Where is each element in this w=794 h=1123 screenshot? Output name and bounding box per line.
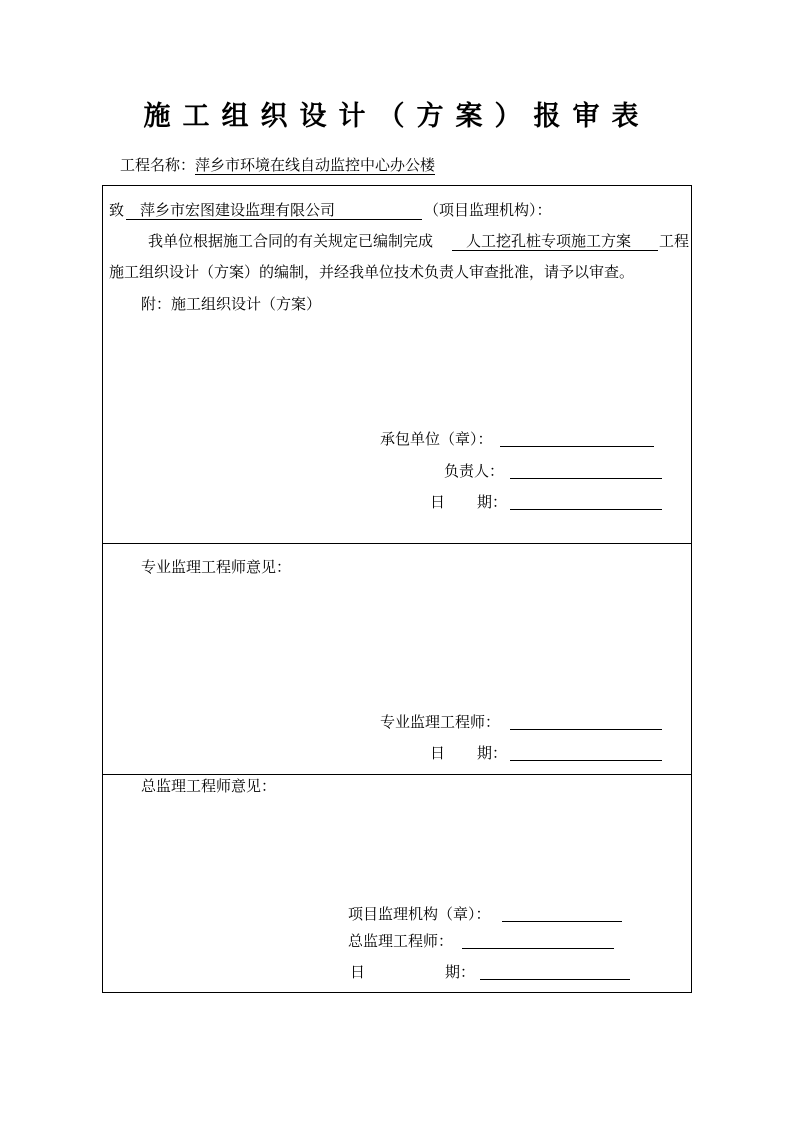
chief-opinion-label: 总监理工程师意见： [141,777,277,795]
project-name-row [120,156,435,175]
attachment-label: 附：施工组织设计（方案） [141,295,322,313]
responsible-label: 负责人： [444,462,505,480]
body-prefix: 我单位根据施工合同的有关规定已编制完成 [148,232,434,250]
date-label-2-char2: 期： [477,744,508,762]
addressee-row [109,201,124,219]
document-title: 施工组织设计（方案）报审表 [143,101,651,132]
engineer-label: 专业监理工程师： [380,713,501,731]
date-label-3-char2: 期： [445,963,476,981]
project-name-label: 工程名称： [120,156,196,174]
date-line-3 [480,979,630,980]
contractor-label: 承包单位（章）： [380,430,493,448]
plan-name: 人工挖孔桩专项施工方案 [452,232,658,251]
project-name-value: 萍乡市环境在线自动监控中心办公楼 [195,156,436,174]
chief-engineer-sign-line [462,948,614,949]
date-label-2-char1: 日 [430,744,446,762]
section-divider-2 [102,774,692,775]
addressee-prefix: 致 [109,201,125,219]
date-label-1-char1: 日 [430,493,446,511]
section-divider-1 [102,543,692,544]
chief-engineer-label: 总监理工程师： [348,932,454,950]
contractor-sign-line [500,446,654,447]
date-line-1 [510,509,662,510]
addressee-suffix: （项目监理机构）： [424,201,552,219]
engineer-sign-line [510,729,662,730]
body-line-2: 施工组织设计（方案）的编制，并经我单位技术负责人审查批准，请予以审查。 [109,263,635,281]
date-line-2 [510,760,662,761]
engineer-opinion-label: 专业监理工程师意见： [141,558,292,576]
supervision-org-label: 项目监理机构（章）： [348,905,491,923]
body-suffix: 工程 [659,232,690,250]
addressee-name: 萍乡市宏图建设监理有限公司 [126,201,422,220]
date-label-3-char1: 日 [350,963,366,981]
supervision-org-sign-line [502,921,622,922]
date-label-1-char2: 期： [477,493,508,511]
responsible-sign-line [510,478,662,479]
